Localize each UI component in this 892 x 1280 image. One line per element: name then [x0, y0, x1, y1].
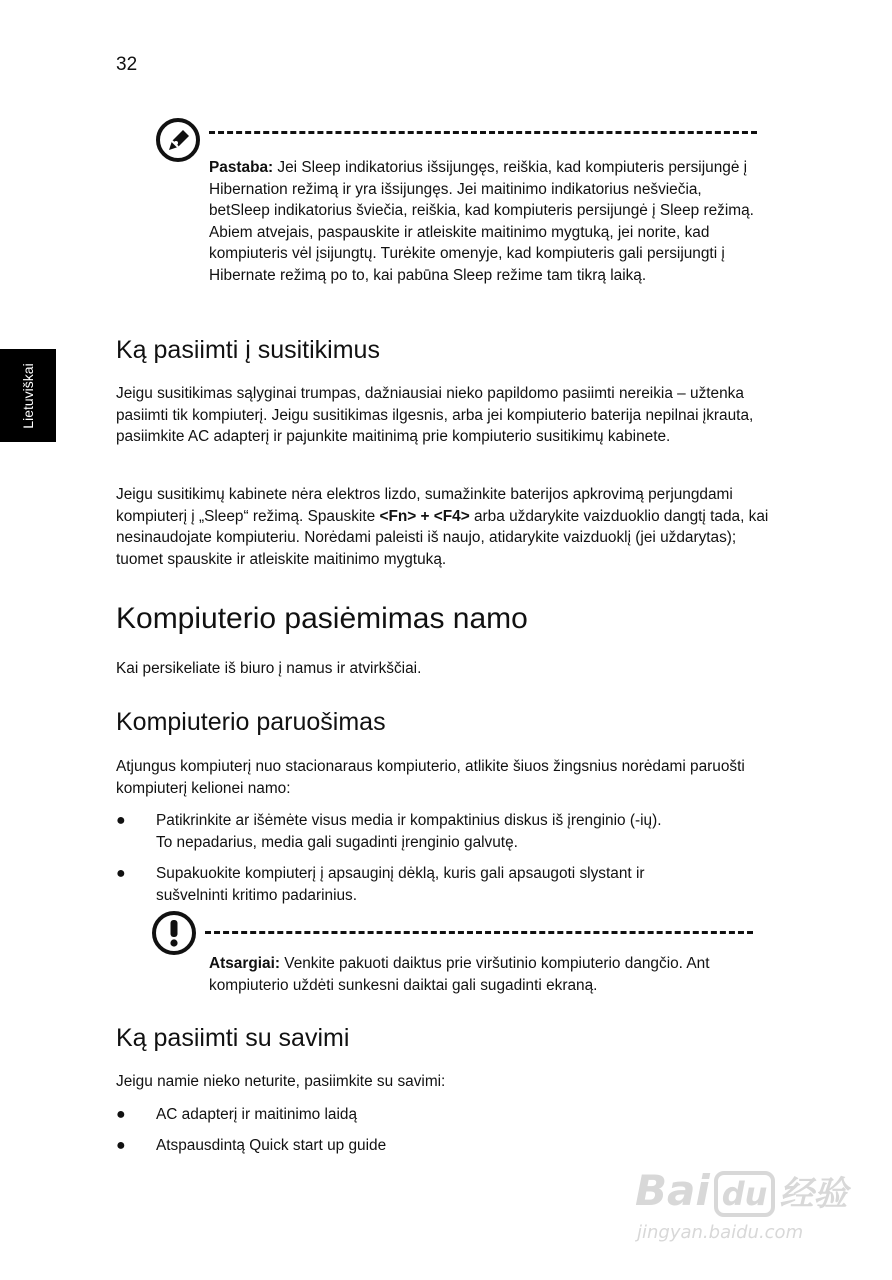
caution-label: Atsargiai:	[209, 955, 280, 972]
note-divider	[209, 131, 757, 134]
bullet-marker: ●	[116, 865, 126, 882]
side-tab-label: Lietuviškai	[20, 362, 36, 429]
caution-text: Atsargiai: Venkite pakuoti daiktus prie viršutinio kompiuterio dangčio. Ant kompiuterio uždėti sunkesni daiktai gali sugadinti ekraną.	[209, 955, 710, 994]
watermark-logo: Bai du 经验	[635, 1166, 848, 1215]
bullet-marker: ●	[116, 1106, 126, 1123]
note-label: Pastaba:	[209, 159, 274, 176]
caution-divider	[205, 931, 753, 934]
bullet-marker: ●	[116, 1137, 126, 1154]
list-item: AC adapterį ir maitinimo laidą	[156, 1106, 358, 1123]
what-to-take-intro: Jeigu namie nieko neturite, pasiimkite su savimi:	[116, 1073, 446, 1090]
key-combo: <Fn> + <F4>	[379, 507, 470, 525]
heading-meetings: Ką pasiimti į susitikimus	[116, 336, 380, 364]
list-item: Patikrinkite ar išėmėte visus media ir kompaktinius diskus iš įrenginio (-ių). To nepadarius, media gali sugadinti įrenginio galvutę.	[156, 812, 662, 851]
note-text: Pastaba: Jei Sleep indikatorius išsijungęs, reiškia, kad kompiuteris persijungė į Hibernation režimą ir yra išsijungęs. Jei maitinimo indikatorius nešviečia, betSleep indikatorius šviečia, reiškia, kad kompiuteris persijungė į Sleep režimą. Abiem atvejais, paspauskite ir atleiskite maitinimo mygtuką, jei norite, kad kompiuteris vėl įsijungtų. Turėkite omenyje, kad kompiuteris gali persijungti į Hibernate režimą po to, kai pabūna Sleep režime tam tikrą laiką.	[209, 159, 754, 284]
heading-what-to-take: Ką pasiimti su savimi	[116, 1024, 350, 1052]
note-pen-icon	[155, 117, 201, 163]
caution-exclamation-icon	[151, 910, 197, 956]
bullet-marker: ●	[116, 812, 126, 829]
heading-preparing: Kompiuterio paruošimas	[116, 708, 386, 736]
heading-taking-home: Kompiuterio pasiėmimas namo	[116, 602, 528, 635]
page-number: 32	[116, 54, 138, 75]
meetings-paragraph-2: Jeigu susitikimų kabinete nėra elektros lizdo, sumažinkite baterijos apkrovimą perjungdami kompiuterį į „Sleep“ režimą. Spauskite <Fn> + <F4> arba uždarykite vaizduoklio dangtį tada, kai nesinaudojate kompiuteriu. Norėdami paleisti iš naujo, atidarykite vaizduoklį (jei uždarytas); tuomet spauskite ir atleiskite maitinimo mygtuką.	[116, 486, 769, 568]
list-item: Supakuokite kompiuterį į apsauginį dėklą, kuris gali apsaugoti slystant ir sušvelninti kritimo padarinius.	[156, 865, 645, 904]
language-side-tab	[0, 349, 56, 442]
watermark-url: jingyan.baidu.com	[637, 1222, 804, 1243]
list-item: Atspausdintą Quick start up guide	[156, 1137, 387, 1154]
preparing-intro: Atjungus kompiuterį nuo stacionaraus kompiuterio, atlikite šiuos žingsnius norėdami paruošti kompiuterį kelionei namo:	[116, 758, 745, 797]
taking-home-intro: Kai persikeliate iš biuro į namus ir atvirkščiai.	[116, 660, 422, 677]
meetings-paragraph-1: Jeigu susitikimas sąlyginai trumpas, dažniausiai nieko papildomo pasiimti nereikia – užtenka pasiimti tik kompiuterį. Jeigu susitikimas ilgesnis, arba jei kompiuterio baterija nepilnai įkrauta, pasiimkite AC adapterį ir pajunkite maitinimą prie kompiuterio susitikimų kabinete.	[116, 385, 754, 445]
